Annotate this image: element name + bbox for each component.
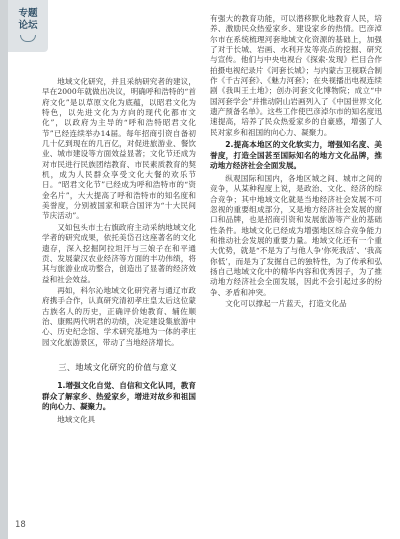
left-paragraph-1: 地域文化研究，并且采纳研究者的建议，早在2000年就做出决议，明确呼和浩特的“首府文化”是以草原文化为底蕴，以昭君文化为特色，以先进文化为方向的现代化都市文化”，以政府为主导的“呼和浩特昭君文化节”已经连续举办14届。每年招商引资自备初几十亿到现在的几百亿，对促进旅游业、餐饮业、城市建设等方面效益显著；文化节还成为对市民进行民族团结教育、市民素质教育的契机，成为人民群众享受文化大餐的欢乐节日。“昭君文化节”已经成为呼和浩特市的“资金名片”，大大提高了呼和浩特市的知名度和美誉度，分别被国家和联合国评为“十大民间节庆活动”。 (42, 77, 196, 221)
subheading-2: 2.提高本地区的文化软实力，增强知名度、美誉度，打造全国甚至国际知名的地方文化品牌，推动地方经济社会全面发展。 (210, 140, 382, 171)
left-paragraph-3: 再如，科尔沁地域文化研究者与通辽市政府携手合作，认真研究清初孝庄皇太后这位蒙古族名人的历史，正确评价她教育、辅佐顺治、康熙两代明君的功绩，决定建设集旅游中心、历史纪念馆、学术研究基地为一体的孝庄园文化旅游景区，带动了当地经济增长。 (42, 285, 196, 347)
left-column (42, 77, 196, 502)
section-badge-line2: 论坛 (18, 20, 38, 31)
left-paragraph-4: 地域文化具 (57, 414, 96, 424)
section-badge-line1: 专题 (18, 8, 38, 19)
right-paragraph-3: 文化可以撑起一片蓝天，打造文化品 (225, 299, 347, 309)
page-number: 18 (15, 520, 26, 530)
badge-ornament-icon (20, 35, 36, 42)
section-badge (8, 0, 48, 52)
right-paragraph-2: 纵观国际和国内，各地区城之间、城市之间的竞争，从某种程度上说，是政治、文化、经济的综合竞争；其中地域文化就是当地经济社会发展不可忽视的重要组成部分，又是地方经济社会发展的窗口和品牌，也是招商引资和发展旅游等产业的基础性条件。地域文化已经成为增强地区综合竞争能力和推动社会发展的重要力量。地域文化还有一个重大优势，就是“不是为了与他人争‘你死我活’、‘我高你低’，而是为了发掘自己的独特性，为了传承和弘扬自己地域文化中的精华内容和优秀因子，为了推动地方经济社会全面发展，因此不会引起过多的纷争、矛盾和冲突。 (210, 173, 382, 297)
section-heading: 三、地域文化研究的价值与意义 (58, 361, 178, 372)
subheading-1: 1.增强文化自觉、自信和文化认同，教育群众了解家乡、热爱家乡，增进对故乡和祖国的向心力、凝聚力。 (42, 380, 196, 412)
page-side-stripe (0, 0, 8, 539)
right-paragraph-1: 有强大的教育功能，可以潜移默化地教育人民，培养、激励民众热爱家乡、建设家乡的热情。巴彦淖尔市在系统梳理河套地域文化资源的基础上，加强了对于长城、岩画、水利开发等亮点的挖掘、研究与宣传。他们与中央电视台《探索·发现》栏目合作拍摄电视纪录片《河套长城》；与内蒙古卫视联合制作《千古河套》、《魅力河套》；在央视播出电视连续剧《我叫王土地》；创办河套文化博物院；成立“中国河套学会”并推动阴山岩画列入了《中国世界文化遗产预备名单》。这些工作使巴彦淖尔市的知名度迅速提高，培养了民众热爱家乡的自豪感，增强了人民对家乡和祖国的向心力、凝聚力。 (210, 14, 382, 137)
right-column (210, 14, 382, 502)
left-paragraph-2: 又如包头市土右旗政府主动采纳地域文化学者的研究成果，依托美岱召这座著名的文化遗存，深入挖掘阿拉坦汗与三娘子在和平通贡、发展蒙汉农业经济等方面的丰功伟绩，将其与旅游业成功整合，创造出了显著的经济效益和社会效益。 (42, 222, 196, 284)
